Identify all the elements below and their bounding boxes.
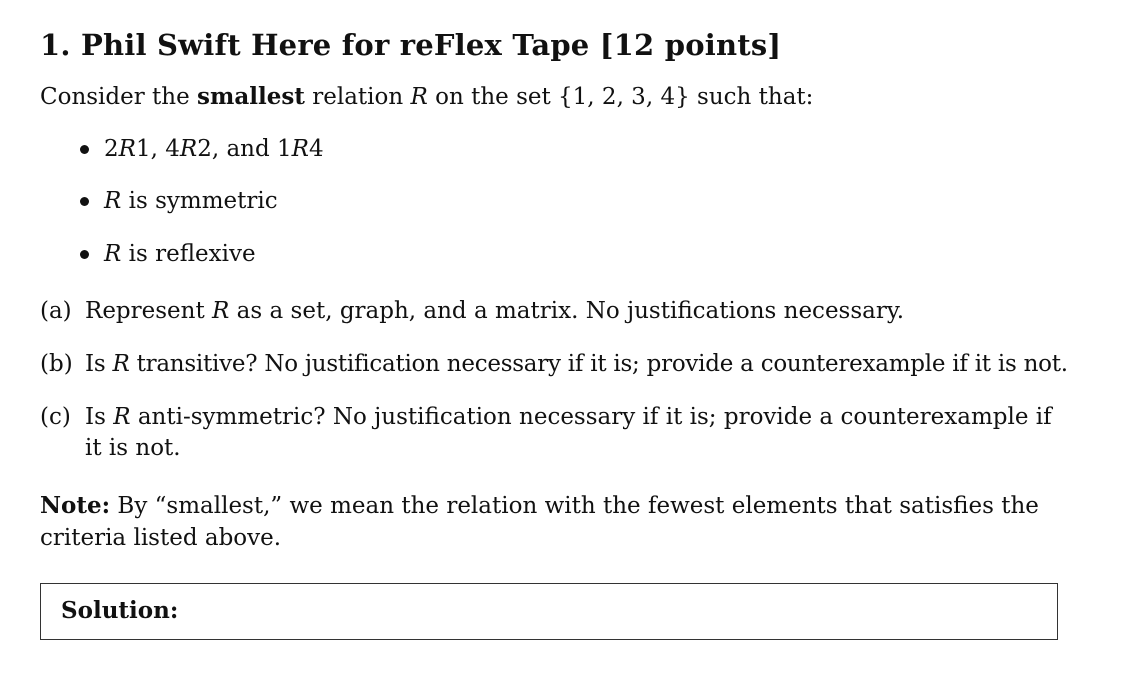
condition-part: 1, 4 (135, 136, 180, 162)
subpart-text-before: Represent (85, 298, 213, 324)
subpart-var: R (212, 298, 230, 324)
intro-var: R (410, 84, 428, 110)
note-label: Note: (40, 492, 111, 519)
condition-var: R (118, 136, 136, 162)
intro-prefix: Consider the (40, 84, 198, 110)
solution-label: Solution: (61, 597, 179, 624)
subpart-text-after: transitive? No justification necessary if it is; provide a counterexample if it is not. (129, 351, 1068, 377)
condition-text: is symmetric (121, 188, 278, 214)
subpart-c-label: (c) (40, 404, 71, 430)
problem-title: 1. Phil Swift Here for reFlex Tape [12 points] (40, 28, 782, 62)
subpart-text-before: Is (85, 404, 114, 430)
bullet-icon (80, 250, 89, 259)
subpart-text-after: as a set, graph, and a matrix. No justifications necessary. (229, 298, 905, 324)
condition-pairs (104, 134, 324, 164)
subpart-a-label: (a) (40, 298, 72, 324)
intro-middle: relation (304, 84, 411, 110)
note-text: By “smallest,” we mean the relation with the fewest elements that satisfies the criteria listed above. (40, 493, 1039, 551)
solution-box[interactable] (40, 583, 1058, 640)
problem-intro (40, 82, 813, 112)
bullet-icon (80, 197, 89, 206)
condition-var: R (179, 136, 198, 162)
intro-emphasis: smallest (197, 83, 305, 110)
condition-text: is reflexive (121, 241, 256, 267)
subpart-var: R (112, 351, 130, 377)
condition-var: R (104, 241, 122, 267)
subpart-a-text (85, 296, 1075, 327)
condition-var: R (104, 188, 122, 214)
condition-part: 2, and 1 (197, 136, 292, 162)
intro-suffix: on the set {1, 2, 3, 4} such that: (427, 84, 814, 110)
bullet-icon (80, 145, 89, 154)
subpart-b-label: (b) (40, 351, 73, 377)
condition-reflexive (104, 239, 256, 269)
condition-symmetric (104, 186, 278, 216)
subpart-text-before: Is (85, 351, 113, 377)
condition-part: 2 (104, 136, 119, 162)
subpart-text-after: anti-symmetric? No justification necessary if it is; provide a counterexample if it is not. (85, 404, 1052, 461)
note-paragraph (40, 490, 1070, 554)
subpart-var: R (113, 404, 131, 430)
condition-var: R (291, 136, 309, 162)
subpart-b-text (85, 349, 1085, 380)
condition-part: 4 (308, 136, 324, 162)
subpart-c-text (85, 402, 1070, 464)
